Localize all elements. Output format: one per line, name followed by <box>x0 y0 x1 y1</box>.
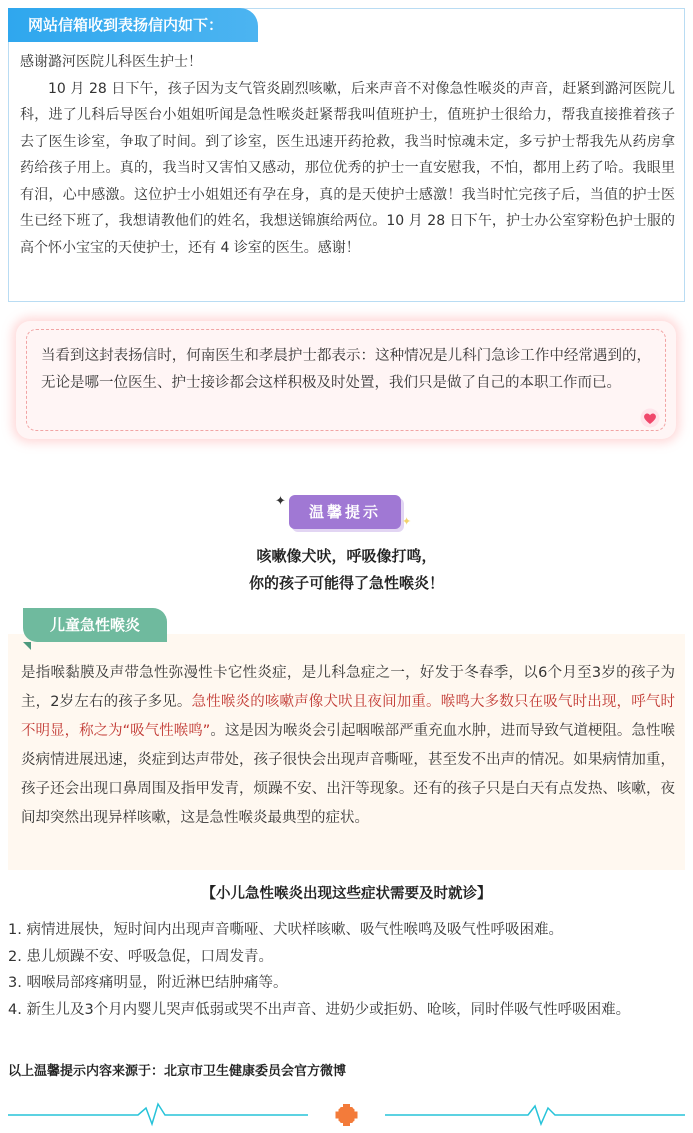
doctor-response-text: 当看到这封表扬信时，何南医生和孝晨护士都表示：这种情况是儿科门急诊工作中经常遇到的，无论是哪一位医生、护士接诊都会这样积极及时处置，我们只是做了自己的本职工作而已。 <box>41 348 651 391</box>
heart-icon <box>640 408 660 428</box>
tip-badge-label: 温馨提示 <box>308 503 381 521</box>
list-item: 2. 患儿烦躁不安、呼吸急促，口周发青。 <box>8 948 273 965</box>
tip-headline-2: 你的孩子可能得了急性喉炎！ <box>248 574 444 592</box>
tip-headline-1: 咳嗽像犬吠，呼吸像打鸣， <box>256 547 437 565</box>
list-item: 3. 咽喉局部疼痛明显，附近淋巴结肿痛等。 <box>8 975 288 991</box>
disease-tab <box>23 608 167 642</box>
symptoms-list <box>8 917 685 1023</box>
disease-description <box>21 659 675 833</box>
disease-tab-fold <box>23 642 31 650</box>
letter-greeting: 感谢潞河医院儿科医生护士！ <box>20 54 202 70</box>
disease-text-b: 。这是因为喉炎会引起咽喉部严重充血水肿，进而导致气道梗阻。急性喉炎病情进展迅速，炎症到达声带处，孩子很快会出现声音嘶哑，甚至发不出声的情况。如果病情加重，孩子还会出现口鼻周围及指甲发青，烦躁不安、出汗等现象。还有的孩子只是白天有点发热、咳嗽，夜间却突然出现异样咳嗽，这是急性喉炎最典型的症状。 <box>21 723 675 826</box>
disease-text-highlight: 急性喉炎的咳嗽声像犬吠且夜间加重。喉鸣大多数只在吸气时出现，呼气时不明显，称之为“吸气性喉鸣” <box>21 694 675 739</box>
letter-title: 网站信箱收到表扬信内如下： <box>28 16 224 34</box>
sparkle-icon: ✦ <box>402 515 412 528</box>
sparkle-icon: ✦ <box>275 494 286 509</box>
list-item: 1. 病情进展快，短时间内出现声音嘶哑、犬吠样咳嗽、吸气性喉鸣及吸气性呼吸困难。 <box>8 922 563 938</box>
doctor-response-dashed-frame <box>26 329 666 431</box>
doctor-response-card <box>16 321 676 439</box>
letter-body <box>20 49 675 261</box>
medical-cross-icon <box>336 1104 358 1126</box>
heartbeat-line-icon <box>8 1100 685 1130</box>
disease-tab-label: 儿童急性喉炎 <box>49 616 140 634</box>
tip-badge <box>289 495 401 529</box>
disease-text-a: 是指喉黏膜及声带急性弥漫性卡它性炎症，是儿科急症之一，好发于冬春季，以6个月至3岁的孩子为主，2岁左右的孩子多见。 <box>21 665 675 710</box>
letter-paragraph: 10 月 28 日下午，孩子因为支气管炎剧烈咳嗽，后来声音不对像急性喉炎的声音，赶紧到潞河医院儿科，进了儿科后导医台小姐姐听闻是急性喉炎赶紧帮我叫值班护士，值班护士很给力，帮我直接推着孩子去了医生诊室，争取了时间。到了诊室，医生迅速开药抢救，我当时惊魂未定，多亏护士帮我先从药房拿药给孩子用上。真的，我当时又害怕又感动，那位优秀的护士一直安慰我，不怕，都用上药了哈。我眼里有泪，心中感激。这位护士小姐姐还有孕在身，真的是天使护士感激！我当时忙完孩子后，当值的护士医生已经下班了，我想请教他们的姓名，我想送锦旗给两位。10 月 28 日下午，护士办公室穿粉色护士服的高个怀小宝宝的天使护士，还有 4 诊室的医生。感谢！ <box>20 80 675 256</box>
symptoms-title: 【小儿急性喉炎出现这些症状需要及时就诊】 <box>201 886 492 902</box>
list-item: 4. 新生儿及3个月内婴儿哭声低弱或哭不出声音、进奶少或拒奶、呛咳，同时伴吸气性呼吸困难。 <box>8 1001 631 1018</box>
letter-title-tab <box>8 8 258 42</box>
source-note: 以上温馨提示内容来源于：北京市卫生健康委员会官方微博 <box>8 1064 347 1079</box>
